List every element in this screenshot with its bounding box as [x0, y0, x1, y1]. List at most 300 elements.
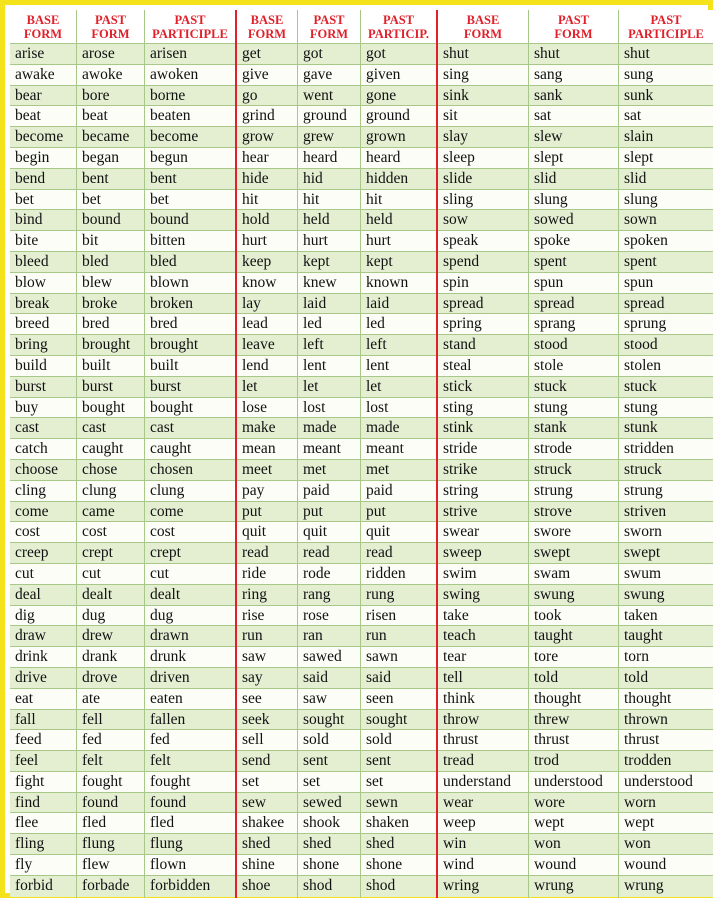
verb-cell: stride: [438, 439, 528, 460]
verb-cell: strove: [529, 502, 618, 523]
verb-cell: awake: [10, 65, 76, 86]
column-past-form-1: [77, 10, 145, 898]
verb-cell: sung: [619, 65, 713, 86]
verb-cell: known: [361, 273, 436, 294]
verb-cell: meant: [298, 439, 360, 460]
verb-cell: begun: [145, 148, 235, 169]
verb-cell: kept: [361, 252, 436, 273]
verb-cell: let: [298, 377, 360, 398]
verb-cell: saw: [237, 647, 297, 668]
verb-cell: burst: [145, 377, 235, 398]
column-past-participle-1: [145, 10, 237, 898]
verb-cell: brought: [77, 335, 144, 356]
verb-cell: get: [237, 44, 297, 65]
verb-cell: brought: [145, 335, 235, 356]
verb-cell: hear: [237, 148, 297, 169]
verb-cell: set: [361, 772, 436, 793]
verb-cell: quit: [298, 522, 360, 543]
verb-cell: slid: [529, 169, 618, 190]
verb-cell: shed: [298, 834, 360, 855]
verb-cell: seek: [237, 710, 297, 731]
verb-cell: sew: [237, 793, 297, 814]
verb-cell: felt: [77, 751, 144, 772]
verb-cell: stridden: [619, 439, 713, 460]
verb-cell: swore: [529, 522, 618, 543]
verb-cell: rise: [237, 606, 297, 627]
verb-cell: lost: [298, 398, 360, 419]
verb-cell: clung: [77, 481, 144, 502]
verb-cell: cost: [10, 522, 76, 543]
verb-cell: beaten: [145, 106, 235, 127]
verb-cell: let: [237, 377, 297, 398]
verb-cell: paid: [361, 481, 436, 502]
verb-cell: give: [237, 65, 297, 86]
verb-cell: come: [10, 502, 76, 523]
verb-cell: heard: [298, 148, 360, 169]
verb-cell: bled: [145, 252, 235, 273]
verb-cell: come: [145, 502, 235, 523]
verb-cell: won: [619, 834, 713, 855]
column-past-form-2: [298, 10, 361, 898]
verb-cell: built: [77, 356, 144, 377]
verb-cell: stuck: [619, 377, 713, 398]
verb-cell: dug: [77, 606, 144, 627]
verb-cell: thrown: [619, 710, 713, 731]
verb-cell: put: [237, 502, 297, 523]
verb-cell: sleep: [438, 148, 528, 169]
verb-cell: wrung: [619, 876, 713, 897]
verb-cell: made: [298, 418, 360, 439]
verb-cell: leave: [237, 335, 297, 356]
verb-cell: set: [298, 772, 360, 793]
verb-cell: slept: [619, 148, 713, 169]
verb-cell: swam: [529, 564, 618, 585]
column-header: BASE FORM: [10, 10, 76, 44]
verb-cell: sang: [529, 65, 618, 86]
verb-cell: arose: [77, 44, 144, 65]
verb-cell: driven: [145, 668, 235, 689]
verb-cell: know: [237, 273, 297, 294]
verb-cell: bore: [77, 86, 144, 107]
verb-cell: awoken: [145, 65, 235, 86]
verb-cell: cost: [145, 522, 235, 543]
verb-cell: worn: [619, 793, 713, 814]
verb-cell: teach: [438, 626, 528, 647]
verb-cell: flee: [10, 813, 76, 834]
verb-cell: steal: [438, 356, 528, 377]
verb-cell: drink: [10, 647, 76, 668]
verb-cell: feel: [10, 751, 76, 772]
verb-cell: borne: [145, 86, 235, 107]
column-past-form-3: [529, 10, 619, 898]
verb-cell: met: [298, 460, 360, 481]
verb-cell: bound: [77, 210, 144, 231]
verb-cell: hide: [237, 169, 297, 190]
verb-cell: dig: [10, 606, 76, 627]
column-past-participle-3: [619, 10, 713, 898]
verb-cell: bought: [145, 398, 235, 419]
verb-cell: meet: [237, 460, 297, 481]
verb-cell: crept: [77, 543, 144, 564]
verb-cell: go: [237, 86, 297, 107]
verb-cell: fling: [10, 834, 76, 855]
verb-cell: make: [237, 418, 297, 439]
verb-cell: slept: [529, 148, 618, 169]
verb-cell: sworn: [619, 522, 713, 543]
column-header: PAST FORM: [298, 10, 360, 44]
verb-cell: pay: [237, 481, 297, 502]
verb-cell: shone: [361, 855, 436, 876]
verb-cell: stung: [529, 398, 618, 419]
verb-cell: striven: [619, 502, 713, 523]
verb-cell: cast: [77, 418, 144, 439]
verb-cell: read: [237, 543, 297, 564]
verb-cell: sell: [237, 730, 297, 751]
verb-cell: saw: [298, 689, 360, 710]
verb-cell: keep: [237, 252, 297, 273]
verb-cell: mean: [237, 439, 297, 460]
verb-cell: broke: [77, 294, 144, 315]
verb-cell: left: [298, 335, 360, 356]
verb-cell: shed: [361, 834, 436, 855]
verb-cell: drawn: [145, 626, 235, 647]
verb-cell: lost: [361, 398, 436, 419]
verb-cell: sweep: [438, 543, 528, 564]
verb-cell: cast: [145, 418, 235, 439]
verb-cell: sowed: [529, 210, 618, 231]
verb-cell: caught: [77, 439, 144, 460]
verb-cell: sank: [529, 86, 618, 107]
verb-cell: stunk: [619, 418, 713, 439]
verb-cell: ran: [298, 626, 360, 647]
verb-cell: spun: [529, 273, 618, 294]
verb-cell: spent: [529, 252, 618, 273]
verb-cell: struck: [529, 460, 618, 481]
verb-cell: eaten: [145, 689, 235, 710]
verb-cell: think: [438, 689, 528, 710]
verb-cell: met: [361, 460, 436, 481]
verb-cell: breed: [10, 314, 76, 335]
verb-cell: stole: [529, 356, 618, 377]
verb-cell: shoe: [237, 876, 297, 897]
column-header: PAST FORM: [77, 10, 144, 44]
verb-cell: cut: [77, 564, 144, 585]
verb-cell: drove: [77, 668, 144, 689]
verb-cell: taken: [619, 606, 713, 627]
verb-cell: sawed: [298, 647, 360, 668]
verb-cell: lent: [361, 356, 436, 377]
verb-cell: sewn: [361, 793, 436, 814]
verb-cell: draw: [10, 626, 76, 647]
verb-cell: knew: [298, 273, 360, 294]
verb-cell: sprang: [529, 314, 618, 335]
verb-cell: stuck: [529, 377, 618, 398]
verb-cell: fly: [10, 855, 76, 876]
verb-cell: sold: [298, 730, 360, 751]
verb-cell: spun: [619, 273, 713, 294]
verb-cell: flown: [145, 855, 235, 876]
verb-cell: ground: [298, 106, 360, 127]
verb-cell: sought: [361, 710, 436, 731]
verb-cell: fought: [77, 772, 144, 793]
verb-cell: string: [438, 481, 528, 502]
verb-cell: strung: [619, 481, 713, 502]
verb-cell: drew: [77, 626, 144, 647]
verb-cell: meant: [361, 439, 436, 460]
verb-cell: forbidden: [145, 876, 235, 897]
verb-cell: shod: [361, 876, 436, 897]
verb-cell: bear: [10, 86, 76, 107]
verb-cell: bound: [145, 210, 235, 231]
verb-cell: thought: [529, 689, 618, 710]
verb-cell: blow: [10, 273, 76, 294]
verb-cell: slide: [438, 169, 528, 190]
verb-cell: burst: [10, 377, 76, 398]
verb-cell: given: [361, 65, 436, 86]
column-header: PAST PARTICIP.: [361, 10, 436, 44]
verb-cell: slew: [529, 127, 618, 148]
verb-cell: wring: [438, 876, 528, 897]
verb-cell: wound: [619, 855, 713, 876]
verb-cell: hit: [237, 190, 297, 211]
verb-cell: catch: [10, 439, 76, 460]
verb-cell: swung: [529, 585, 618, 606]
verb-cell: taught: [529, 626, 618, 647]
column-base-form-1: [10, 10, 77, 898]
verb-cell: tear: [438, 647, 528, 668]
verb-cell: stink: [438, 418, 528, 439]
verb-cell: strive: [438, 502, 528, 523]
verb-cell: laid: [361, 294, 436, 315]
verb-cell: chose: [77, 460, 144, 481]
verb-cell: shine: [237, 855, 297, 876]
verb-cell: hit: [361, 190, 436, 211]
verb-cell: deal: [10, 585, 76, 606]
verb-cell: trodden: [619, 751, 713, 772]
verb-cell: find: [10, 793, 76, 814]
verb-cell: slid: [619, 169, 713, 190]
verb-cell: slain: [619, 127, 713, 148]
verb-cell: stood: [619, 335, 713, 356]
verb-cell: wound: [529, 855, 618, 876]
verb-cell: tread: [438, 751, 528, 772]
verb-cell: risen: [361, 606, 436, 627]
verb-cell: rang: [298, 585, 360, 606]
verb-cell: hurt: [361, 231, 436, 252]
verb-cell: arise: [10, 44, 76, 65]
verb-cell: bent: [77, 169, 144, 190]
verb-cell: said: [361, 668, 436, 689]
verb-cell: lend: [237, 356, 297, 377]
irregular-verbs-table: [10, 10, 713, 898]
verb-cell: found: [77, 793, 144, 814]
verb-cell: break: [10, 294, 76, 315]
verb-cell: began: [77, 148, 144, 169]
verb-cell: wind: [438, 855, 528, 876]
verb-cell: came: [77, 502, 144, 523]
verb-cell: bent: [145, 169, 235, 190]
verb-cell: swept: [619, 543, 713, 564]
verb-cell: quit: [237, 522, 297, 543]
verb-cell: lay: [237, 294, 297, 315]
verb-cell: cut: [145, 564, 235, 585]
verb-cell: ring: [237, 585, 297, 606]
verb-cell: dealt: [145, 585, 235, 606]
verb-cell: see: [237, 689, 297, 710]
verb-cell: seen: [361, 689, 436, 710]
verb-cell: stand: [438, 335, 528, 356]
verb-cell: forbade: [77, 876, 144, 897]
verb-cell: stung: [619, 398, 713, 419]
verb-cell: take: [438, 606, 528, 627]
verb-cell: flung: [145, 834, 235, 855]
verb-cell: dealt: [77, 585, 144, 606]
verb-cell: read: [298, 543, 360, 564]
verb-cell: beat: [77, 106, 144, 127]
column-past-participle-2: [361, 10, 438, 898]
verb-cell: swung: [619, 585, 713, 606]
verb-cell: bring: [10, 335, 76, 356]
verb-cell: beat: [10, 106, 76, 127]
verb-cell: struck: [619, 460, 713, 481]
verb-cell: grind: [237, 106, 297, 127]
verb-cell: let: [361, 377, 436, 398]
verb-cell: bitten: [145, 231, 235, 252]
verb-cell: clung: [145, 481, 235, 502]
verb-cell: dug: [145, 606, 235, 627]
verb-cell: send: [237, 751, 297, 772]
verb-cell: stolen: [619, 356, 713, 377]
verb-cell: wore: [529, 793, 618, 814]
verb-cell: sought: [298, 710, 360, 731]
verb-cell: shakee: [237, 813, 297, 834]
verb-cell: sat: [619, 106, 713, 127]
verb-cell: slay: [438, 127, 528, 148]
verb-cell: drive: [10, 668, 76, 689]
verb-cell: cost: [77, 522, 144, 543]
verb-cell: found: [145, 793, 235, 814]
verb-cell: fell: [77, 710, 144, 731]
verb-cell: fed: [145, 730, 235, 751]
verb-cell: swing: [438, 585, 528, 606]
verb-cell: stood: [529, 335, 618, 356]
verb-cell: swept: [529, 543, 618, 564]
verb-cell: sent: [361, 751, 436, 772]
verb-cell: hold: [237, 210, 297, 231]
verb-cell: shaken: [361, 813, 436, 834]
verb-cell: sent: [298, 751, 360, 772]
verb-cell: ridden: [361, 564, 436, 585]
verb-cell: torn: [619, 647, 713, 668]
verb-cell: bet: [77, 190, 144, 211]
verb-cell: cast: [10, 418, 76, 439]
verb-cell: blew: [77, 273, 144, 294]
verb-cell: become: [10, 127, 76, 148]
verb-cell: built: [145, 356, 235, 377]
verb-cell: blown: [145, 273, 235, 294]
verb-cell: grow: [237, 127, 297, 148]
verb-cell: buy: [10, 398, 76, 419]
verb-cell: flung: [77, 834, 144, 855]
verb-cell: begin: [10, 148, 76, 169]
verb-cell: read: [361, 543, 436, 564]
verb-cell: say: [237, 668, 297, 689]
verb-cell: wrung: [529, 876, 618, 897]
verb-cell: shut: [438, 44, 528, 65]
verb-cell: stank: [529, 418, 618, 439]
verb-cell: run: [361, 626, 436, 647]
column-base-form-3: [438, 10, 529, 898]
verb-cell: bleed: [10, 252, 76, 273]
verb-cell: tore: [529, 647, 618, 668]
verb-cell: held: [298, 210, 360, 231]
verb-cell: throw: [438, 710, 528, 731]
verb-cell: lent: [298, 356, 360, 377]
verb-cell: laid: [298, 294, 360, 315]
verb-cell: bled: [77, 252, 144, 273]
verb-cell: swim: [438, 564, 528, 585]
verb-cell: fought: [145, 772, 235, 793]
verb-cell: held: [361, 210, 436, 231]
verb-cell: bet: [10, 190, 76, 211]
verb-cell: taught: [619, 626, 713, 647]
verb-cell: bend: [10, 169, 76, 190]
verb-cell: wear: [438, 793, 528, 814]
verb-cell: cling: [10, 481, 76, 502]
verb-cell: sawn: [361, 647, 436, 668]
verb-cell: made: [361, 418, 436, 439]
verb-cell: bought: [77, 398, 144, 419]
verb-cell: grown: [361, 127, 436, 148]
verb-cell: grew: [298, 127, 360, 148]
verb-cell: sprung: [619, 314, 713, 335]
verb-cell: swear: [438, 522, 528, 543]
verb-cell: bit: [77, 231, 144, 252]
verb-cell: hidden: [361, 169, 436, 190]
verb-cell: put: [298, 502, 360, 523]
verb-cell: cut: [10, 564, 76, 585]
verb-cell: paid: [298, 481, 360, 502]
verb-cell: spread: [619, 294, 713, 315]
verb-cell: set: [237, 772, 297, 793]
verb-cell: strung: [529, 481, 618, 502]
verb-cell: sow: [438, 210, 528, 231]
verb-cell: spoken: [619, 231, 713, 252]
verb-cell: become: [145, 127, 235, 148]
verb-cell: went: [298, 86, 360, 107]
verb-cell: hid: [298, 169, 360, 190]
verb-cell: hurt: [298, 231, 360, 252]
verb-cell: hit: [298, 190, 360, 211]
verb-cell: fight: [10, 772, 76, 793]
verb-cell: rode: [298, 564, 360, 585]
verb-cell: shone: [298, 855, 360, 876]
verb-cell: gone: [361, 86, 436, 107]
verb-cell: spent: [619, 252, 713, 273]
verb-cell: slung: [619, 190, 713, 211]
verb-cell: thought: [619, 689, 713, 710]
column-base-form-2: [237, 10, 298, 898]
verb-cell: eat: [10, 689, 76, 710]
verb-cell: trod: [529, 751, 618, 772]
verb-cell: gave: [298, 65, 360, 86]
verb-cell: got: [298, 44, 360, 65]
verb-cell: sting: [438, 398, 528, 419]
verb-cell: fled: [145, 813, 235, 834]
verb-cell: understand: [438, 772, 528, 793]
verb-cell: sing: [438, 65, 528, 86]
verb-cell: caught: [145, 439, 235, 460]
